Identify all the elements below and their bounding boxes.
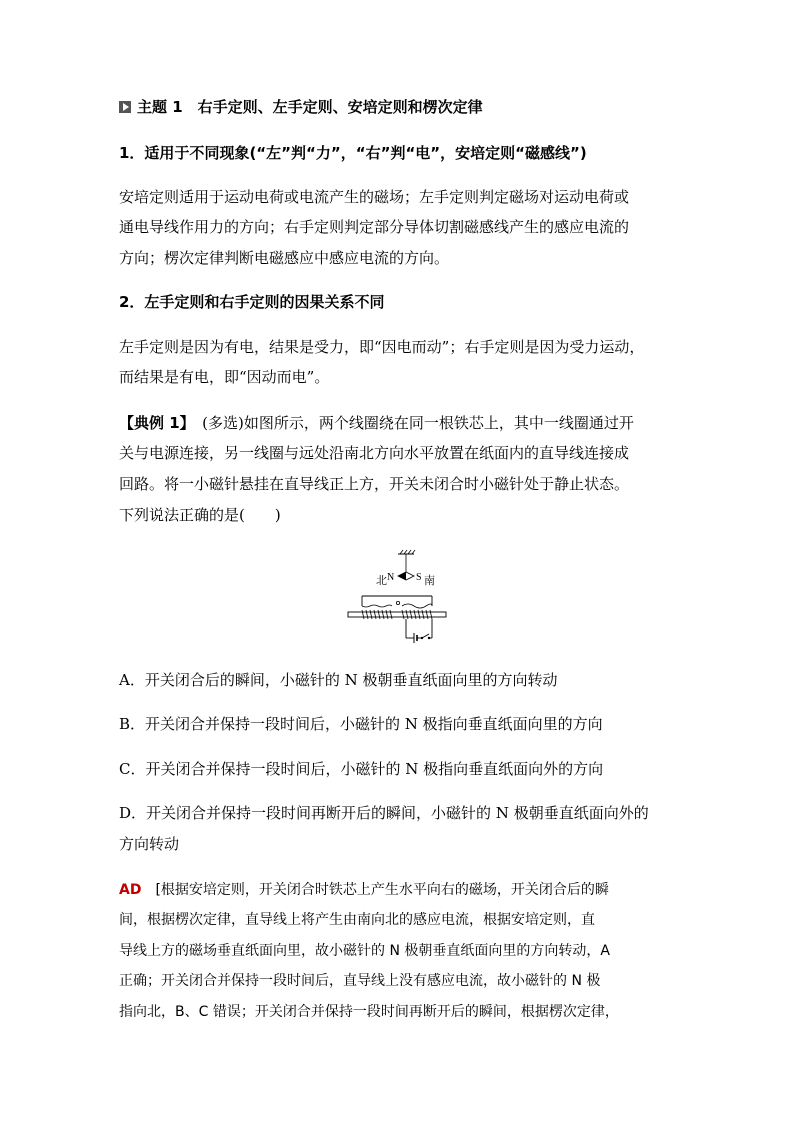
play-triangle-icon	[119, 101, 131, 113]
example-text-1: (多选)如图所示，两个线圈绕在同一根铁芯上，其中一线圈通过开	[187, 414, 634, 432]
open-switch	[422, 634, 429, 638]
coil-circuit-diagram	[342, 548, 452, 648]
s-pole-label: S	[416, 572, 422, 583]
section1-line-1: 安培定则适用于运动电荷或电流产生的磁场；左手定则判定磁场对运动电荷或	[119, 188, 630, 206]
example-line-3: 回路。将一小磁针悬挂在直导线正上方，开关未闭合时小磁针处于静止状态。	[119, 475, 630, 493]
option-c: C．开关闭合并保持一段时间后，小磁针的 N 极指向垂直纸面向外的方向	[119, 760, 604, 778]
section1-line-2: 通电导线作用力的方向；右手定则判定部分导体切割磁感线产生的感应电流的	[119, 218, 630, 236]
n-pole-label: N	[387, 572, 395, 583]
answer-line-4: 正确；开关闭合并保持一段时间后，直导线上没有感应电流，故小磁针的 N 极	[119, 973, 601, 989]
section2-line-1: 左手定则是因为有电，结果是受力，即“因电而动”；右手定则是因为受力运动，	[119, 338, 645, 356]
section1-title: 1．适用于不同现象(“左”判“力”，“右”判“电”，安培定则“磁感线”)	[119, 144, 587, 162]
south-label: 南	[424, 574, 435, 587]
ceiling-hatch	[400, 550, 415, 554]
section1-line-3: 方向；楞次定律判断电磁感应中感应电流的方向。	[119, 249, 450, 267]
answer-key: AD	[119, 882, 142, 898]
wire-junction	[396, 601, 399, 604]
example-line-2: 关与电源连接，另一线圈与远处沿南北方向水平放置在纸面内的直导线连接成	[119, 444, 630, 462]
needle-north-half	[398, 572, 406, 580]
example-line-4: 下列说法正确的是( )	[119, 506, 281, 524]
topic-heading	[119, 97, 679, 117]
north-label: 北	[376, 574, 387, 587]
option-b: B．开关闭合并保持一段时间后，小磁针的 N 极指向垂直纸面向里的方向	[119, 715, 603, 733]
topic-title: 主题 1 右手定则、左手定则、安培定则和楞次定律	[137, 98, 483, 116]
answer-line-5: 指向北，B、C 错误；开关闭合并保持一段时间再断开后的瞬间，根据楞次定律，	[119, 1004, 619, 1020]
answer-line-2: 间，根据楞次定律，直导线上将产生由南向北的感应电流，根据安培定则，直	[119, 912, 595, 928]
answer-line-1	[119, 880, 679, 900]
option-d-line-1: D．开关闭合并保持一段时间再断开后的瞬间，小磁针的 N 极朝垂直纸面向外的	[119, 804, 649, 822]
answer-line-3: 导线上方的磁场垂直纸面向里，故小磁针的 N 极朝垂直纸面向里的方向转动，A	[119, 943, 610, 959]
answer-text-1: [根据安培定则，开关闭合时铁芯上产生水平向右的磁场，开关闭合后的瞬	[141, 882, 609, 898]
example-label: 【典例 1】	[119, 414, 188, 432]
option-a: A．开关闭合后的瞬间，小磁针的 N 极朝垂直纸面向里的方向转动	[119, 671, 558, 689]
section2-title: 2．左手定则和右手定则的因果关系不同	[119, 293, 385, 311]
section2-line-2: 而结果是有电，即“因动而电”。	[119, 368, 330, 386]
option-d-line-2: 方向转动	[119, 835, 180, 853]
example-line-1	[119, 413, 679, 433]
